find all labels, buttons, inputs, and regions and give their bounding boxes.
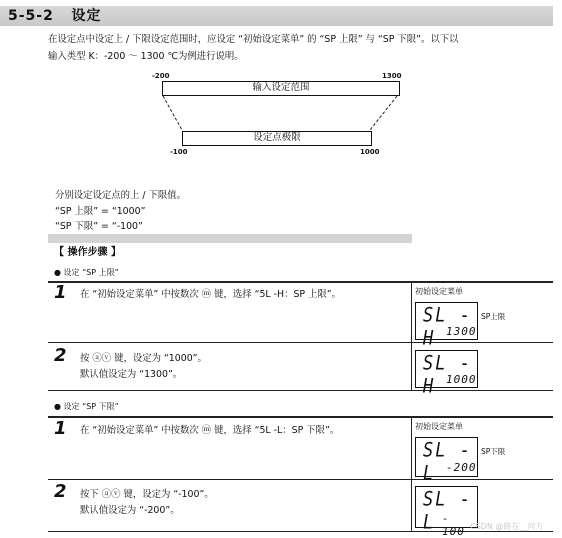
lower-step2-display <box>415 486 478 538</box>
values-line-1: 分别设定设定点的上 / 下限值。 <box>55 190 186 201</box>
input-range-box <box>162 81 400 96</box>
section-title <box>8 6 101 26</box>
lower-table-top-rule <box>48 416 553 418</box>
upper-table-mid-rule <box>48 342 553 343</box>
lower-side-label: SP下限 <box>481 447 506 456</box>
upper-step2-display-param: SL -H <box>423 352 472 398</box>
range-bottom-right-value: 1000 <box>360 148 380 156</box>
upper-step1-display-param: SL -H <box>423 304 472 350</box>
lower-table-divider <box>411 418 412 532</box>
intro-line-1: 在设定点中设定上 / 下限设定范围时，应设定 “初始设定菜单” 的 “SP 上限” 与 “SP 下限”。以下以 <box>48 34 459 45</box>
upper-table-divider <box>411 283 412 390</box>
upper-step2-display <box>415 350 478 398</box>
upper-step2-line-1: 按 ⓐⓥ 键，设定为 “1000”。 <box>80 353 207 364</box>
lower-step2-number: 2 <box>54 481 67 502</box>
lower-step2-display-param: SL -L <box>423 488 472 534</box>
upper-step2-line-2: 默认值设定为 “1300”。 <box>80 369 183 380</box>
upper-step1-text: 在 “初始设定菜单” 中按数次 ⓜ 键，选择 “5L -H：SP 上限”。 <box>80 289 342 300</box>
range-dashed-connectors <box>160 95 400 131</box>
lower-step1-display-value: -200 <box>446 461 477 474</box>
upper-step1-display <box>415 302 478 350</box>
divider-strip <box>48 234 412 243</box>
section-name: 设定 <box>71 8 102 24</box>
setpoint-limit-box <box>182 131 372 146</box>
upper-side-label: SP上限 <box>481 312 506 321</box>
lower-step2-line-1: 按下 ⓐⓥ 键，设定为 “-100”。 <box>80 489 214 500</box>
lower-step2-line-2: 默认值设定为 “-200”。 <box>80 505 180 516</box>
intro-line-2: 输入类型 K：-200 ～ 1300 ℃为例进行说明。 <box>48 51 244 62</box>
lower-menu-label: 初始设定菜单 <box>415 422 463 431</box>
lower-step2-display-value: - 100 <box>442 512 465 538</box>
range-top-right-value: 1300 <box>382 72 402 80</box>
upper-step1-display-value: 1300 <box>446 325 477 338</box>
lower-table-mid-rule <box>48 479 553 480</box>
procedure-heading: 【 操作步骤 】 <box>54 247 121 258</box>
upper-table-bottom-rule <box>48 390 553 391</box>
lower-step1-display <box>415 437 478 485</box>
upper-step2-display-value: 1000 <box>446 373 477 386</box>
lower-step1-display-param: SL -L <box>423 439 472 485</box>
lower-step1-number: 1 <box>54 418 67 439</box>
upper-step1-number: 1 <box>54 282 67 303</box>
upper-table-top-rule <box>48 281 553 283</box>
upper-bullet: ● 设定 “SP 上限” <box>54 268 119 277</box>
range-top-left-value: -200 <box>152 72 170 80</box>
upper-menu-label: 初始设定菜单 <box>415 287 463 296</box>
input-range-label: 输入设定范围 <box>252 82 310 93</box>
lower-bullet: ● 设定 “SP 下限” <box>54 402 119 411</box>
values-line-3: “SP 下限” = “-100” <box>55 221 143 232</box>
lower-step1-text: 在 “初始设定菜单” 中按数次 ⓜ 键，选择 “5L -L：SP 下限”。 <box>80 425 340 436</box>
values-line-2: “SP 上限” = “1000” <box>55 206 146 217</box>
setpoint-limit-label: 设定点极限 <box>253 132 301 143</box>
upper-step2-number: 2 <box>54 345 67 366</box>
section-number: 5-5-2 <box>8 8 54 24</box>
watermark: CSDN @路在__何方 <box>470 522 544 531</box>
range-bottom-left-value: -100 <box>170 148 188 156</box>
